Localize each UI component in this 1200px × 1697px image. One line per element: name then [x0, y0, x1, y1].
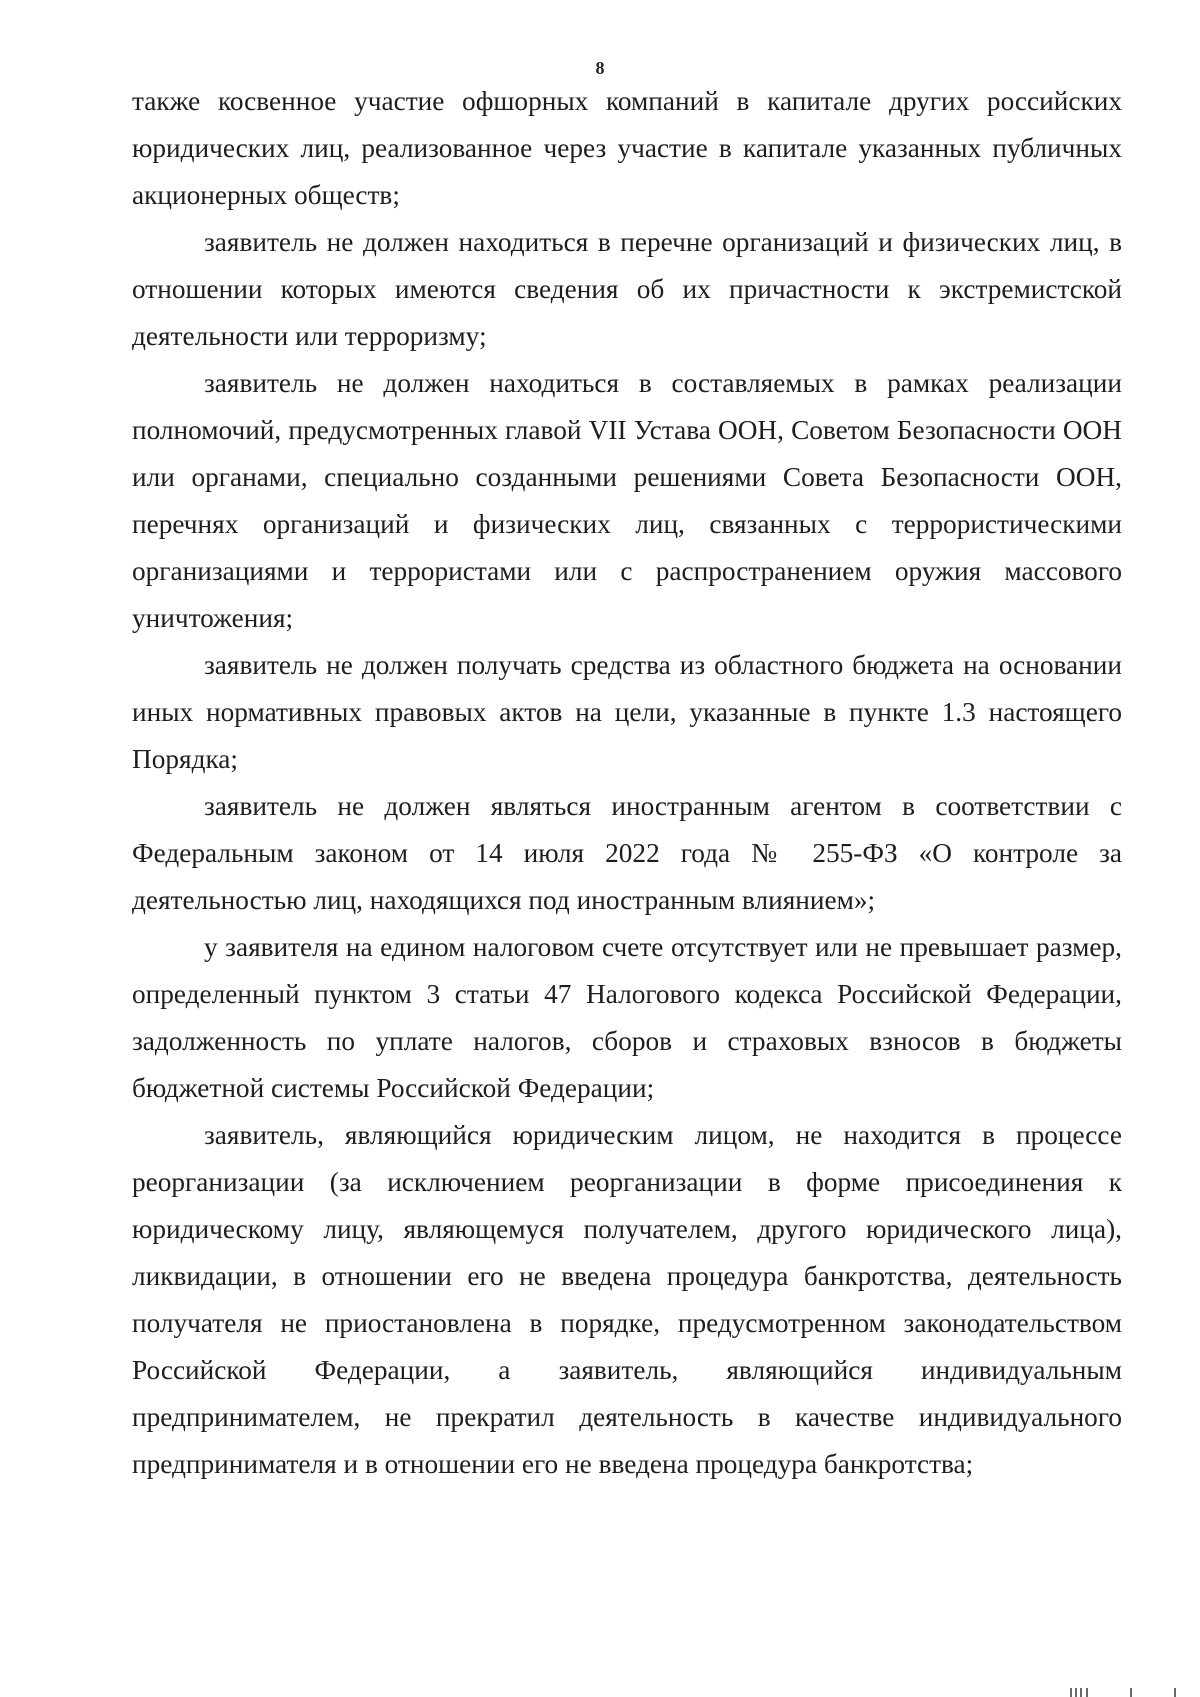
paragraph-foreign-agent: заявитель не должен являться иностранным агентом в соответствии с Федеральным законом от 14 июля 2022 года № 255-ФЗ «О контроле за деятельностью лиц, находящихся под иностранным влиянием»;	[132, 791, 1122, 915]
paragraph-regional-budget-funds: заявитель не должен получать средства из областного бюджета на основании иных нормативных правовых актов на цели, указанные в пункте 1.3 настоящего Порядка;	[132, 650, 1122, 774]
paragraph-extremism-list: заявитель не должен находиться в перечне организаций и физических лиц, в отношении которых имеются сведения об их причастности к экстремистской деятельности или терроризму;	[132, 227, 1122, 351]
document-body	[132, 78, 1122, 1488]
paragraph-un-sanctions-list: заявитель не должен находиться в составляемых в рамках реализации полномочий, предусмотренных главой VII Устава ООН, Советом Безопасности ООН или органами, специально созданными решениями Совета Безопасности ООН, перечнях организаций и физических лиц, связанных с террористическими организациями и террористами или с распространением оружия массового уничтожения;	[132, 368, 1122, 633]
scan-edge-marks	[1070, 1688, 1180, 1697]
paragraph-reorganization-bankruptcy: заявитель, являющийся юридическим лицом, не находится в процессе реорганизации (за исключением реорганизации в форме присоединения к юридическому лицу, являющемуся получателем, другого юридического лица), ликвидации, в отношении его не введена процедура банкротства, деятельность получателя не приостановлена в порядке, предусмотренном законодательством Российской Федерации, а заявитель, являющийся индивидуальным предпринимателем, не прекратил деятельность в качестве индивидуального предпринимателя и в отношении его не введена процедура банкротства;	[132, 1120, 1122, 1479]
paragraph-continuation: также косвенное участие офшорных компаний в капитале других российских юридических лиц, реализованное через участие в капитале указанных публичных акционерных обществ;	[132, 86, 1122, 210]
paragraph-tax-debt: у заявителя на едином налоговом счете отсутствует или не превышает размер, определенный пунктом 3 статьи 47 Налогового кодекса Российской Федерации, задолженность по уплате налогов, сборов и страховых взносов в бюджеты бюджетной системы Российской Федерации;	[132, 932, 1122, 1103]
page-number: 8	[595, 58, 605, 78]
